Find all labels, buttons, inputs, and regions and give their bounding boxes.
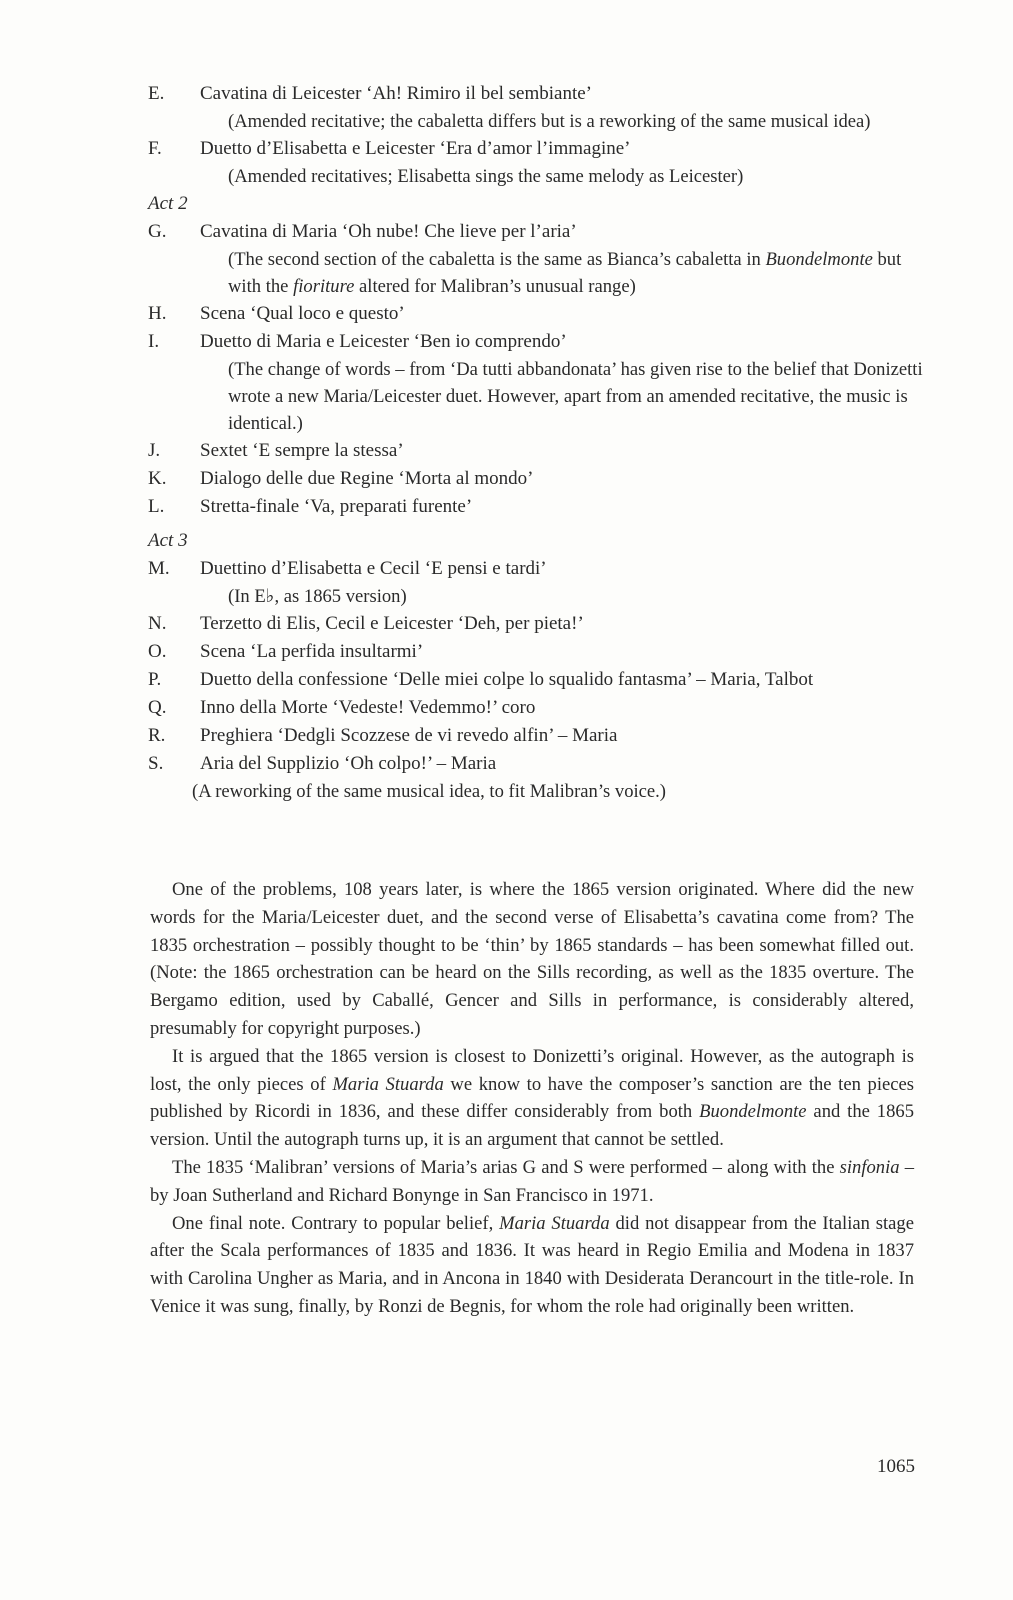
list-item-f: [148, 135, 928, 163]
note-italic-term: fioriture: [293, 276, 355, 297]
paragraph-text: – by Joan Sutherland and Richard Bonynge in San Francisco in 1971.: [150, 1156, 914, 1206]
item-title: Inno della Morte ‘Vedeste! Vedemmo!’ coro: [200, 697, 536, 718]
item-letter: H.: [148, 303, 167, 324]
item-title: Cavatina di Leicester ‘Ah! Rimiro il bel sembiante’: [200, 83, 593, 104]
item-letter: G.: [148, 221, 167, 242]
item-note-i: (The change of words – from ‘Da tutti abbandonata’ has given rise to the belief that Donizetti wrote a new Maria/Leicester duet. However, apart from an amended recitative, the music is identical.): [228, 359, 923, 434]
italic-term: sinfonia: [839, 1156, 900, 1178]
item-title: Sextet ‘E sempre la stessa’: [200, 440, 404, 461]
list-item-e: [148, 80, 928, 108]
list-item-j: [148, 437, 928, 465]
item-title: Aria del Supplizio ‘Oh colpo!’ – Maria: [200, 753, 497, 774]
list-item-o: [148, 638, 928, 666]
item-note-e: (Amended recitative; the cabaletta differs but is a reworking of the same musical idea): [228, 111, 871, 132]
item-title: Scena ‘Qual loco e questo’: [200, 303, 405, 324]
note-text: altered for Malibran’s unusual range): [354, 276, 636, 297]
item-letter: P.: [148, 669, 162, 690]
item-note-g: [228, 246, 928, 300]
list-item-n: [148, 610, 928, 638]
item-letter: L.: [148, 496, 165, 517]
item-note-s: (A reworking of the same musical idea, to fit Malibran’s voice.): [192, 781, 667, 802]
item-letter: M.: [148, 558, 170, 579]
note-text: but with the: [228, 249, 902, 297]
italic-title: Maria Stuarda: [499, 1212, 610, 1234]
list-item-q: [148, 694, 928, 722]
page-number: 1065: [877, 1456, 915, 1477]
item-title: Duetto d’Elisabetta e Leicester ‘Era d’amor l’immagine’: [200, 138, 631, 159]
paragraph-3: [150, 1154, 914, 1210]
numbers-list: [148, 80, 928, 805]
item-letter: R.: [148, 725, 166, 746]
list-item-h: [148, 300, 928, 328]
item-title: Duetto della confessione ‘Delle miei colpe lo squalido fantasma’ – Maria, Talbot: [200, 669, 814, 690]
list-item-k: [148, 465, 928, 493]
item-letter: Q.: [148, 697, 167, 718]
note-italic-title: Buondelmonte: [765, 249, 873, 270]
item-letter: S.: [148, 753, 164, 774]
item-title: Scena ‘La perfida insultarmi’: [200, 641, 424, 662]
item-note-f: (Amended recitatives; Elisabetta sings the same melody as Leicester): [228, 166, 744, 187]
item-title: Dialogo delle due Regine ‘Morta al mondo’: [200, 468, 534, 489]
item-title: Duetto di Maria e Leicester ‘Ben io comprendo’: [200, 331, 567, 352]
act-2-heading: Act 2: [148, 193, 188, 214]
item-letter: J.: [148, 440, 161, 461]
item-letter: I.: [148, 331, 160, 352]
item-title: Terzetto di Elis, Cecil e Leicester ‘Deh, per pieta!’: [200, 613, 584, 634]
paragraph-1: One of the problems, 108 years later, is where the 1865 version originated. Where did the new words for the Maria/Leicester duet, and the second verse of Elisabetta’s cavatina come from? The 1835 orchestration – possibly thought to be ‘thin’ by 1865 standards – has been somewhat filled out. (Note: the 1865 orchestration can be heard on the Sills recording, as well as the 1835 overture. The Bergamo edition, used by Caballé, Gencer and Sills in performance, is considerably altered, presumably for copyright purposes.): [150, 879, 914, 1039]
list-item-r: [148, 722, 928, 750]
item-title: Duettino d’Elisabetta e Cecil ‘E pensi e tardi’: [200, 558, 547, 579]
paragraph-text: did not disappear from the Italian stage after the Scala performances of 1835 and 1836. It was heard in Regio Emilia and Modena in 1837 with Carolina Ungher as Maria, and in Ancona in 1840 with Desiderata Derancourt in the title-role. In Venice it was sung, finally, by Ronzi de Begnis, for whom the role had originally been written.: [150, 1212, 914, 1317]
list-item-p: [148, 666, 928, 694]
item-letter: N.: [148, 613, 167, 634]
paragraph-text: and the 1865 version. Until the autograph turns up, it is an argument that cannot be settled.: [150, 1101, 914, 1151]
item-letter: E.: [148, 83, 165, 104]
list-item-i: [148, 328, 928, 356]
item-letter: F.: [148, 138, 162, 159]
paragraph-text: we know to have the composer’s sanction are the ten pieces published by Ricordi in 1836, and these differ considerably from both: [150, 1073, 914, 1123]
list-item-m: [148, 555, 928, 583]
paragraph-text: One final note. Contrary to popular belief,: [172, 1212, 500, 1234]
italic-title: Buondelmonte: [699, 1101, 807, 1123]
note-text: (The second section of the cabaletta is the same as Bianca’s cabaletta in: [228, 249, 766, 270]
act-3-heading: Act 3: [148, 530, 188, 551]
item-title: Cavatina di Maria ‘Oh nube! Che lieve per l’aria’: [200, 221, 577, 242]
item-letter: K.: [148, 468, 167, 489]
list-item-g: [148, 218, 928, 246]
list-item-s: [148, 750, 928, 778]
body-text: [150, 876, 914, 1321]
italic-title: Maria Stuarda: [332, 1073, 444, 1095]
paragraph-2: [150, 1043, 914, 1154]
item-letter: O.: [148, 641, 167, 662]
item-title: Stretta-finale ‘Va, preparati furente’: [200, 496, 473, 517]
item-note-m: (In E♭, as 1865 version): [228, 586, 407, 607]
paragraph-text: It is argued that the 1865 version is closest to Donizetti’s original. However, as the autograph is lost, the only pieces of: [150, 1045, 914, 1095]
paragraph-text: The 1835 ‘Malibran’ versions of Maria’s arias G and S were performed – along with the: [172, 1156, 840, 1178]
item-title: Preghiera ‘Dedgli Scozzese de vi revedo alfin’ – Maria: [200, 725, 618, 746]
list-item-l: [148, 493, 928, 521]
paragraph-4: [150, 1210, 914, 1321]
